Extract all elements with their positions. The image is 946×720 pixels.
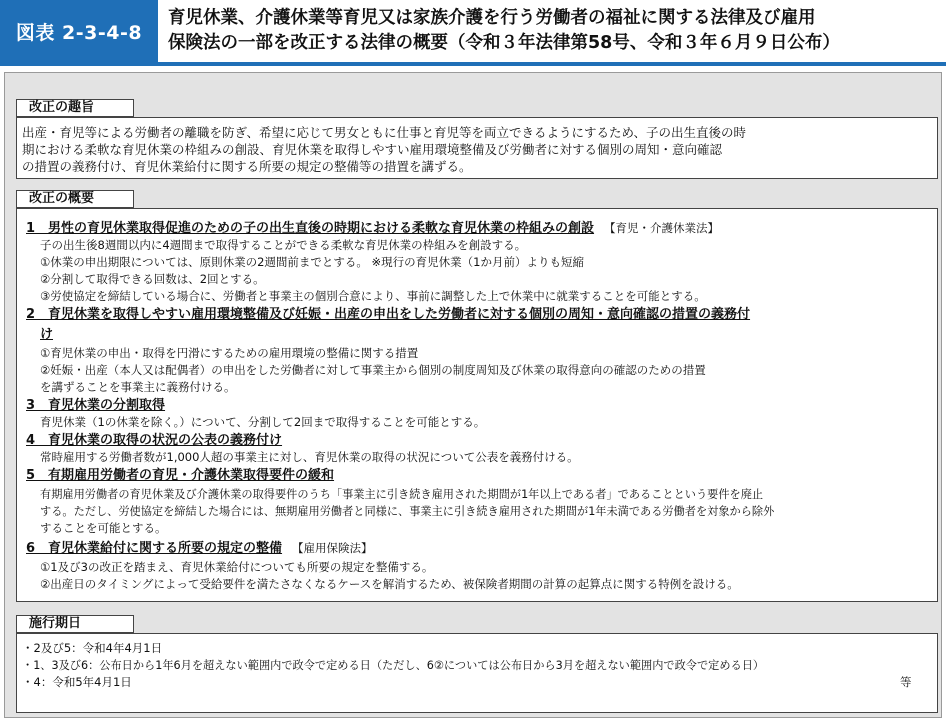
item5-line-3: することを可能とする。 (40, 521, 167, 535)
item5-line-1: 有期雇用労働者の育児休業及び介護休業の取得要件のうち「事業主に引き続き雇用された期間が1年以上である者」であることという要件を廃止 (40, 488, 764, 501)
purpose-heading: 改正の趣旨 (16, 99, 134, 117)
item1-line-1: 子の出生後8週間以内に4週間まで取得することができる柔軟な育児休業の枠組みを創設する。 (40, 238, 527, 252)
item2-line-1: ①育児休業の申出・取得を円滑にするための雇用環境の整備に関する措置 (40, 346, 419, 360)
item5-line-2: する。ただし、労使協定を締結した場合には、無期雇用労働者と同様に、事業主に引き続き雇用された期間が1年未満である労働者を対象から除外 (40, 505, 775, 518)
item2-line-3: を講ずることを事業主に義務付ける。 (40, 380, 236, 394)
purpose-text (22, 124, 934, 175)
item1-line-3: ②分割して取得できる回数は、2回とする。 (40, 272, 265, 286)
effective-line-2: ・1、3及び6：公布日から1年6月を超えない範囲内で政令で定める日（ただし、6②については公布日から3月を超えない範囲内で政令で定める日） (22, 659, 765, 672)
item2-title-b: け (40, 327, 54, 342)
effective-line-1: ・2及び5：令和4年4月1日 (22, 641, 163, 655)
title-line-1: 育児休業、介護休業等育児又は家族介護を行う労働者の福祉に関する法律及び雇用 (168, 8, 816, 28)
purpose-line-2: 期における柔軟な育児休業の枠組みの創設、育児休業を取得しやすい雇用環境整備及び労働者に対する個別の周知・意向確認 (22, 142, 723, 157)
item4-line-1: 常時雇用する労働者数が1,000人超の事業主に対し、育児休業の取得の状況について公表を義務付ける。 (40, 450, 579, 464)
item1-tag: 【育児・介護休業法】 (604, 221, 720, 235)
item1-line-4: ③労使協定を締結している場合に、労働者と事業主の個別合意により、事前に調整した上で休業中に就業することを可能とする。 (40, 289, 706, 303)
item4-title: 4 育児休業の取得の状況の公表の義務付け (26, 433, 283, 448)
purpose-line-1: 出産・育児等による労働者の離職を防ぎ、希望に応じて男女ともに仕事と育児等を両立できるようにするため、子の出生直後の時 (22, 125, 747, 140)
effective-line-3: ・4：令和5年4月1日 (22, 675, 132, 689)
item6-tag: 【雇用保険法】 (292, 541, 373, 555)
item6-line-1: ①1及び3の改正を踏まえ、育児休業給付についても所要の規定を整備する。 (40, 560, 434, 574)
item1-line-2: ①休業の申出期限については、原則休業の2週間前までとする。 ※現行の育児休業（1か月前）よりも短縮 (40, 255, 584, 269)
overview-heading: 改正の概要 (16, 190, 134, 208)
title-line-2: 保険法の一部を改正する法律の概要（令和３年法律第58号、令和３年６月９日公布） (168, 33, 840, 53)
purpose-line-3: の措置の義務付け、育児休業給付に関する所要の規定の整備等の措置を講ずる。 (22, 159, 472, 174)
item1-title (26, 221, 719, 236)
item6-title-text: 6 育児休業給付に関する所要の規定の整備 (26, 541, 283, 556)
item6-line-2: ②出産日のタイミングによって受給要件を満たさなくなるケースを解消するため、被保険者期間の計算の起算点に関する特例を設ける。 (40, 577, 739, 591)
item3-title: 3 育児休業の分割取得 (26, 398, 166, 413)
effective-etc: 等 (900, 675, 912, 689)
figure-header (0, 0, 946, 66)
effective-heading: 施行期日 (16, 615, 134, 633)
figure-label: 図表 2-3-4-8 (0, 0, 158, 62)
item2-title-a: 2 育児休業を取得しやすい雇用環境整備及び妊娠・出産の申出をした労働者に対する個別の周知・意向確認の措置の義務付 (26, 307, 751, 322)
item6-title (26, 541, 373, 556)
item5-title: 5 有期雇用労働者の育児・介護休業取得要件の緩和 (26, 468, 335, 483)
item2-line-2: ②妊娠・出産（本人又は配偶者）の申出をした労働者に対して事業主から個別の制度周知及び休業の取得意向の確認のための措置 (40, 363, 706, 377)
item1-title-text: 1 男性の育児休業取得促進のための子の出生直後の時期における柔軟な育児休業の枠組みの創設 (26, 221, 595, 236)
figure-title (168, 6, 940, 56)
item3-line-1: 育児休業（1の休業を除く。）について、分割して2回まで取得することを可能とする。 (40, 415, 486, 429)
